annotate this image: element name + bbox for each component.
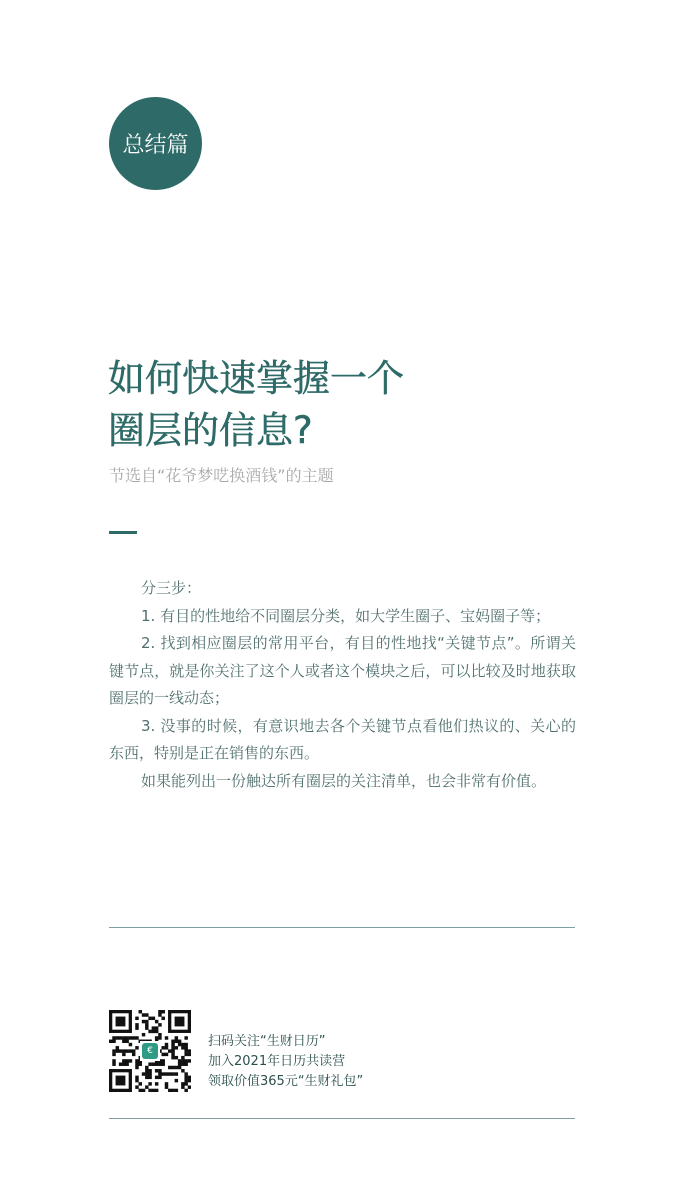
promo-text xyxy=(208,1032,363,1092)
article-title xyxy=(108,353,404,457)
section-badge xyxy=(109,97,202,190)
qr-logo-glyph: € xyxy=(142,1043,158,1059)
footer-divider-bottom xyxy=(109,1118,575,1119)
promo-line-1: 扫码关注“生财日历” xyxy=(208,1034,326,1049)
body-paragraph-conclusion: 如果能列出一份触达所有圈层的关注清单，也会非常有价值。 xyxy=(141,771,547,790)
qr-code[interactable] xyxy=(109,1010,191,1092)
promo-line-3: 领取价值365元“生财礼包” xyxy=(208,1074,364,1089)
body-paragraph-intro: 分三步： xyxy=(141,579,202,597)
body-paragraph-step-3: 3. 没事的时候，有意识地去各个关键节点看他们热议的、关心的东西，特别是正在销售的东西。 xyxy=(109,716,576,762)
article-title-line-2: 圈层的信息? xyxy=(108,409,313,452)
article-title-line-1: 如何快速掌握一个 xyxy=(108,357,404,400)
article-subtitle: 节选自“花爷梦呓换酒钱”的主题 xyxy=(109,466,334,485)
body-paragraph-step-1: 1. 有目的性地给不同圈层分类，如大学生圈子、宝妈圈子等； xyxy=(141,606,551,625)
article-body xyxy=(109,575,576,795)
section-badge-label: 总结篇 xyxy=(122,133,189,158)
promo-line-2: 加入2021年日历共读营 xyxy=(208,1054,346,1069)
footer-divider-top xyxy=(109,927,575,928)
body-paragraph-step-2: 2. 找到相应圈层的常用平台，有目的性地找“关键节点”。所谓关键节点，就是你关注了这个人或者这个模块之后，可以比较及时地获取圈层的一线动态； xyxy=(109,634,576,707)
qr-logo-icon xyxy=(140,1041,160,1061)
accent-divider xyxy=(109,531,137,534)
